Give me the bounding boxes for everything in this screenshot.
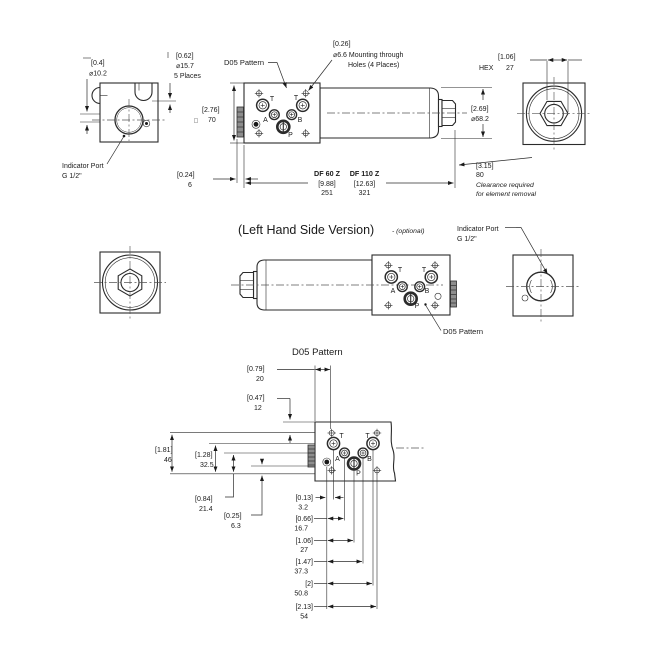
square-symbol: □	[194, 117, 198, 125]
model-length-mm: 321	[358, 190, 371, 197]
port-a-icon	[340, 448, 350, 458]
dim-text: [0.13]	[295, 495, 313, 502]
port-b-icon	[415, 282, 425, 292]
dim-text: [0.79]	[247, 366, 265, 373]
port-t1-icon	[385, 271, 397, 283]
indicator-port-label: Indicator Port	[457, 226, 499, 233]
port-t1-icon	[257, 99, 269, 111]
dim-text: [1.47]	[295, 559, 313, 566]
port-a-icon	[397, 282, 407, 292]
d05-pattern-label: D05 Pattern	[224, 58, 265, 67]
port-t1-icon	[327, 437, 339, 449]
port-p-icon	[277, 121, 289, 133]
port-p-icon	[348, 458, 360, 470]
dim-text: 3.2	[298, 504, 308, 512]
indicator-port-thread: G 1/2"	[457, 236, 477, 243]
dim-clearance	[459, 158, 537, 199]
dim-text: 70	[208, 117, 216, 124]
top-left-end-view	[62, 52, 201, 180]
clearance-note: Clearance required	[476, 182, 534, 189]
port-label-b: B	[297, 117, 303, 124]
dim-text: [2]	[305, 581, 313, 588]
port-label-t: T	[269, 96, 275, 103]
indicator-port-label: Indicator Port	[62, 163, 104, 170]
port-t2-icon	[425, 271, 437, 283]
dim-p3-2	[295, 495, 343, 512]
model-length-mm: 251	[321, 190, 333, 197]
dim-text: [0.47]	[247, 395, 265, 402]
dim-text: 27	[300, 547, 308, 554]
small-port-dot	[145, 122, 148, 125]
dim-p50-8	[294, 581, 372, 598]
port-label-p: P	[288, 132, 293, 139]
port-label-t: T	[339, 433, 344, 440]
port-g-icon	[324, 460, 329, 465]
dim-text: ⌀68.2	[471, 116, 489, 123]
dim-text: [0.24]	[177, 172, 195, 179]
dim-text: [1.81]	[155, 447, 173, 454]
dim-text: 6.3	[231, 523, 241, 530]
dim-text: [2.69]	[471, 106, 489, 113]
detail-title: D05 Pattern	[292, 347, 343, 358]
port-b-icon	[287, 110, 297, 120]
mounting-note: Holes (4 Places)	[348, 62, 400, 69]
row-title: (Left Hand Side Version)	[238, 223, 375, 237]
d05-pattern-label: D05 Pattern	[443, 327, 484, 336]
dim-counterbore	[152, 52, 201, 113]
dim-text: [0.4]	[91, 60, 105, 67]
port-label-t: T	[293, 95, 299, 102]
model-length-inch: [12.63]	[353, 181, 376, 188]
port-label-t: T	[365, 433, 370, 440]
dim-text: [1.06]	[295, 538, 313, 545]
model-name-df60: DF 60 Z	[314, 169, 340, 178]
dim-p46	[155, 435, 173, 472]
port-label-p: P	[414, 303, 420, 310]
dim-text: [0.62]	[176, 53, 194, 60]
dim-p37-3	[294, 559, 362, 576]
d05-pattern-detail-view	[155, 347, 425, 621]
side-boss	[308, 445, 315, 467]
dim-text: 12	[254, 405, 262, 412]
dim-text: [1.28]	[195, 452, 213, 459]
dim-text: 27	[506, 65, 514, 72]
dim-text: [1.06]	[498, 54, 516, 61]
port-label-t: T	[397, 267, 403, 274]
port-a-icon	[269, 110, 279, 120]
row-title-optional: - (optional)	[392, 228, 425, 235]
port-label-b: B	[424, 288, 430, 295]
port-label-t: T	[421, 267, 427, 274]
model-length-inch: [9.88]	[318, 181, 336, 188]
dim-text: ⌀10.2	[89, 70, 107, 78]
mid-front-view-mirrored	[231, 255, 483, 336]
left-hand-side-version-row	[94, 223, 579, 336]
dim-offset	[177, 139, 258, 189]
dim-text: [2.76]	[202, 107, 220, 114]
mid-left-end-view	[94, 246, 166, 319]
dim-text: 37.3	[294, 568, 308, 576]
valve-head-block	[244, 83, 320, 143]
dim-p54	[295, 604, 376, 621]
top-right-end-view	[479, 54, 591, 150]
dim-p16-7	[294, 516, 343, 533]
dim-text: 21.4	[199, 506, 213, 513]
dim-text: 6	[188, 182, 192, 189]
clearance-note: for element removal	[476, 191, 537, 198]
dim-p12	[247, 395, 315, 443]
port-g-icon	[254, 122, 259, 127]
port-label-b: B	[367, 456, 372, 463]
dim-p32-5	[195, 446, 216, 472]
mounting-holes-callout	[309, 41, 404, 91]
dim-text: [0.26]	[333, 41, 351, 48]
dim-text: [3.15]	[476, 163, 494, 170]
side-boss	[451, 281, 457, 307]
dim-text: 50.8	[294, 590, 308, 598]
dim-text: [0.25]	[224, 513, 242, 520]
dim-text: 32.5	[200, 462, 214, 469]
indicator-port-thread: G 1/2"	[62, 173, 82, 180]
port-t2-icon	[297, 99, 309, 111]
dim-text: 54	[300, 613, 308, 621]
dim-text: ⌀15.7	[176, 63, 194, 70]
port-label-a: A	[263, 117, 268, 124]
dim-text: [2.13]	[295, 604, 313, 611]
counterbore-notch-left	[92, 88, 100, 104]
hex-label: HEX	[479, 65, 494, 72]
dim-p27	[295, 538, 353, 554]
port-label-a: A	[390, 288, 396, 295]
mounting-note: ⌀6.6 Mounting through	[333, 52, 404, 59]
dim-p6-3	[224, 459, 262, 530]
mid-right-end-view	[506, 249, 579, 322]
side-boss	[237, 107, 244, 137]
dim-text: 46	[164, 457, 172, 464]
port-label-a: A	[335, 456, 340, 463]
dim-text: [0.84]	[195, 496, 213, 503]
dim-text: 20	[256, 376, 264, 383]
port-label-p: P	[356, 470, 361, 478]
dim-text: [0.66]	[295, 516, 313, 523]
dim-note: 5 Places	[174, 73, 201, 80]
dim-text: 16.7	[294, 525, 308, 533]
dim-text: 80	[476, 172, 484, 179]
model-name-df110: DF 110 Z	[349, 169, 380, 178]
